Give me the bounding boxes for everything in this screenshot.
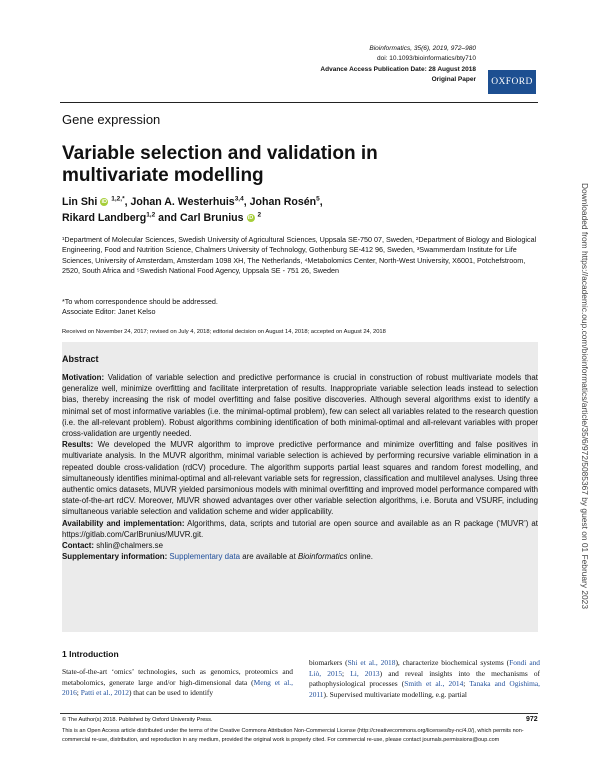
oxford-logo: OXFORD xyxy=(488,70,536,94)
supplementary-data-link[interactable]: Supplementary data xyxy=(169,552,241,562)
doi[interactable]: doi: 10.1093/bioinformatics/bty710 xyxy=(376,55,476,63)
license-text: This is an Open Access article distributed under the terms of the Creative Commons Attribution Non-Commercial License (http://creativecommons.org/licenses/by-nc/4.0/), which permits non-commercial re-use, distribution, and reproduction in any medium, provided the original work is properly cited. For commercial re-use, please contact journals.permissions@oup.com xyxy=(62,728,524,743)
author-1: Lin Shi iD $^{1,2,*}$, xyxy=(62,195,131,208)
journal-citation: Bioinformatics, 35(6), 2019, 972–980 xyxy=(369,45,476,52)
correspondence-block xyxy=(62,297,218,318)
author-affil-ref: 1,2, xyxy=(111,195,123,203)
citation-link[interactable]: Shi et al., 2018 xyxy=(347,658,396,667)
abstract-box xyxy=(62,342,538,632)
running-header xyxy=(320,44,476,85)
author-affil-ref: 2 xyxy=(257,211,262,219)
author-5 xyxy=(180,212,261,224)
author-2: Johan A. Westerhuis$^{3,4}$, xyxy=(130,195,250,208)
advance-access-date: Advance Access Publication Date: 28 August 2018 xyxy=(320,65,476,73)
citation-link[interactable]: Fondi and Liò, 2015 xyxy=(309,658,540,678)
citation-link[interactable]: Tanaka and Ogishima, 2011 xyxy=(309,679,540,699)
abstract-supplementary: Supplementary information: Supplementary data are available at Bioinformatics online. xyxy=(62,552,373,562)
section-label: Gene expression xyxy=(62,112,161,127)
abstract-body xyxy=(62,372,538,562)
copyright: © The Author(s) 2018. Published by Oxford University Press. xyxy=(62,717,213,723)
author-name: Lin Shi xyxy=(62,196,98,208)
abstract-results: Results: We developed the MUVR algorithm to improve predictive performance and minimize overfitting and false positives in multivariate analysis. In the MUVR algorithm, minimal variable selection is achieved by performing recursive variable elimination in a repeated double cross-validation (rdCV) procedure. The algorithm supports partial least squares and random forest modelling, and simultaneously identifies minimal-optimal and all-relevant variable sets for regression, classification and multilevel analyses. Using three authentic omics datasets, MUVR yielded parsimonious models with minimal overfitting and improved model performance compared with state-of-the-art rdCV. Moreover, MUVR showed advantages over other variable selection algorithms, i.e. Boruta and VSURF, including simultaneous variable selection and validation scheme and wider applicability. xyxy=(62,440,538,517)
article-type: Original Paper xyxy=(431,75,476,83)
download-watermark: Downloaded from https://academic.oup.com/bioinformatics/article/35/6/972/5085367 by guest on 01 February 2023 xyxy=(580,183,590,609)
page-number: 972 xyxy=(526,716,538,723)
author-affil-ref: 1,2 xyxy=(146,211,156,219)
author-list xyxy=(62,194,482,226)
received-dates: Received on November 24, 2017; revised on July 4, 2018; editorial decision on August 14, 2018; accepted on August 24, 2018 xyxy=(62,329,386,335)
abstract-contact: Contact: shlin@chalmers.se xyxy=(62,541,163,551)
author-affil-ref: 3,4 xyxy=(234,195,244,203)
author-name: Rikard Landberg xyxy=(62,212,147,224)
citation-link[interactable]: Meng et al., 2016 xyxy=(62,677,293,697)
paper-title: Variable selection and validation in multivariate modelling xyxy=(62,143,378,186)
author-3: Johan Rosén$^5$, xyxy=(249,195,323,208)
corresponding-star: * xyxy=(122,195,125,203)
affiliations: ¹Department of Molecular Sciences, Swedish University of Agricultural Sciences, Uppsala SE-750 07, Sweden, ²Department of Biology and Biological Engineering, Food and Nutrition Science, Chalmers University of Technology, Gothenburg SE-412 96, Sweden, ³Swammerdam Institute for Life Sciences, University of Amsterdam, Amsterdam 1098 XH, The Netherlands, ⁴Metabolomics Center, North-West University, X6001, Potchefstroom, 2520, South Africa and ⁵Swedish National Food Agency, Uppsala SE - 751 26, Sweden xyxy=(62,235,537,276)
author-affil-ref: 5 xyxy=(316,195,320,203)
associate-editor: Associate Editor: Janet Kelso xyxy=(62,307,156,317)
orcid-icon[interactable]: iD xyxy=(101,199,108,206)
citation-link[interactable]: Li, 2013 xyxy=(350,668,380,678)
author-name: Johan A. Westerhuis xyxy=(130,196,235,208)
header-divider xyxy=(60,102,538,103)
intro-right-column: biomarkers (Shi et al., 2018), characterize biochemical systems (Fondi and Liò, 2015; Li, 2013) and reveal insights into the mechanisms of pathophysiological processes (Smith et al., 2014; Tanaka and Ogishima, 2011). Supervised multivariate modelling, e.g. partial xyxy=(309,658,540,699)
author-name: Carl Brunius xyxy=(179,212,244,224)
contact-email[interactable]: shlin@chalmers.se xyxy=(94,541,163,551)
intro-left-column: State-of-the-art ‘omics’ technologies, such as genomics, proteomics and metabolomics, generate large and/or high-dimensional data (Meng et al., 2016; Patti et al., 2012) that can be used to identify xyxy=(62,667,293,697)
introduction-heading: 1 Introduction xyxy=(62,649,119,659)
correspondence-note: *To whom correspondence should be addressed. xyxy=(62,297,218,306)
citation-link[interactable]: Patti et al., 2012 xyxy=(80,688,129,697)
abstract-motivation: Motivation: Validation of variable selection and predictive performance is crucial in construction of robust multivariate models that generalize well, minimize overfitting and facilitate interpretation of results. Inappropriate variable selection leads instead to selection bias, thereby increasing the risk of model overfitting and false positive discoveries. Although several algorithms exist to identify a minimal set of most informative variables (i.e. the minimal-optimal problem), few can select all variables related to the research question (i.e. the all-relevant problem). Robust algorithms combining identification of both minimal-optimal and all-relevant variables with proper cross-validation are urgently needed. xyxy=(62,373,538,439)
orcid-icon[interactable]: iD xyxy=(247,215,254,222)
citation-link[interactable]: Smith et al., 2014 xyxy=(404,679,464,688)
author-name: Johan Rosén xyxy=(249,196,317,208)
abstract-availability: Availability and implementation: Algorithms, data, scripts and tutorial are open source and available as an R package (‘MUVR’) at https://gitlab.com/CarlBrunius/MUVR.git. xyxy=(62,518,538,539)
author-4: Rikard Landberg$^{1,2}$ and xyxy=(62,211,180,224)
footer-divider xyxy=(60,713,538,714)
abstract-heading: Abstract xyxy=(62,354,99,364)
